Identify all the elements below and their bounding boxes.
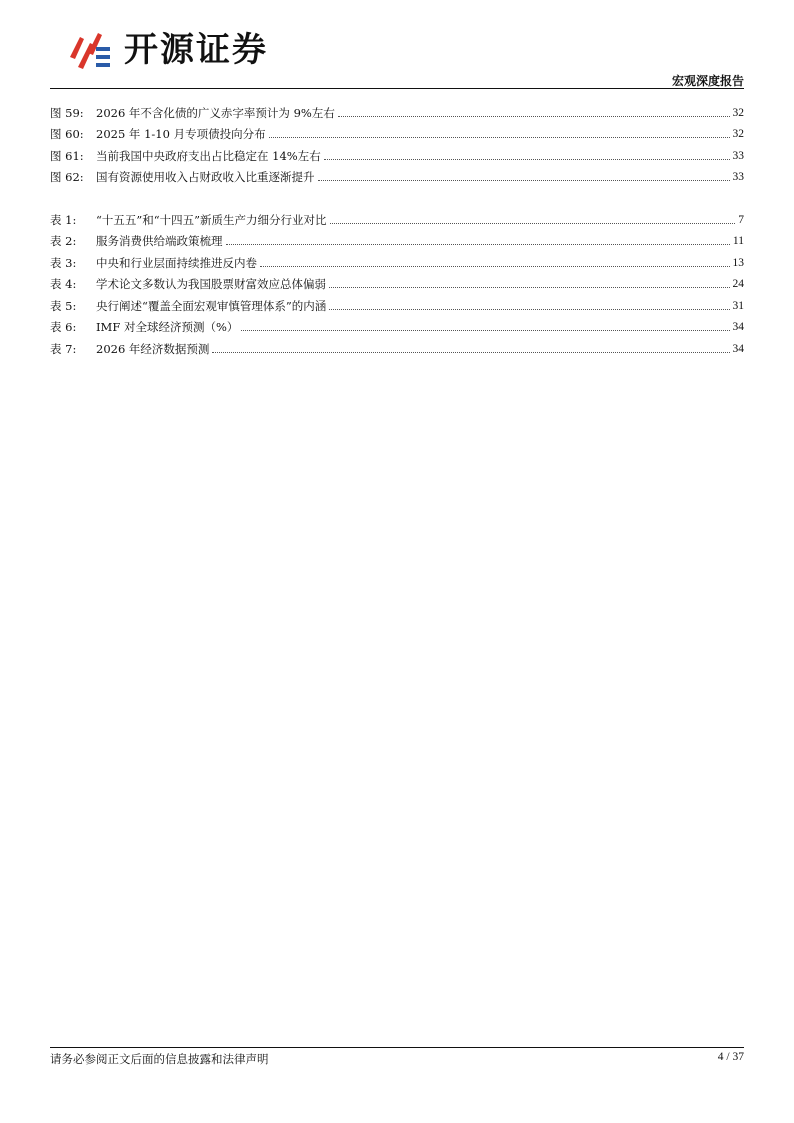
toc-entry-label: 表 1: [50,212,77,227]
toc-entry-title: 学术论文多数认为我国股票财富效应总体偏弱 [96,277,326,291]
toc-entry-label: 表 7: [50,341,77,356]
toc-leader-dots [324,159,730,160]
toc-entry-title: 2026 年不含化债的广义赤字率预计为 9%左右 [96,105,335,120]
toc-entry-figure-62[interactable] [50,164,744,186]
toc-entry-label: 表 3: [50,255,77,270]
toc-leader-dots [329,309,729,310]
toc-leader-dots [260,266,730,267]
toc-entry-label: 图 61: [50,148,84,163]
toc-entry-title: 2026 年经济数据预测 [96,341,210,356]
toc-entry-label: 图 62: [50,170,84,184]
toc-entry-label: 表 6: [50,320,77,334]
toc-entry-title: 国有资源使用收入占财政收入比重逐渐提升 [96,170,315,184]
toc-entry-title: 央行阐述“覆盖全面宏观审慎管理体系”的内涵 [96,298,327,313]
toc-leader-dots [212,352,729,353]
toc-entry-title: “十五五”和“十四五”新质生产力细分行业对比 [96,212,327,227]
toc-entry-table-5[interactable] [50,292,744,314]
footer-disclaimer: 请务必参阅正文后面的信息披露和法律声明 [50,1052,269,1066]
table-list [50,206,744,357]
logo-mark-icon [66,27,112,73]
toc-entry-figure-61[interactable] [50,142,744,164]
toc-entry-table-3[interactable] [50,249,744,271]
footer-page-number: 4 / 37 [717,1051,744,1063]
header-divider [50,88,744,89]
toc-entry-table-2[interactable] [50,228,744,250]
page-header [0,0,794,90]
toc-entry-label: 表 2: [50,234,77,248]
toc-leader-dots [329,287,730,288]
toc-entry-title: IMF 对全球经济预测（%） [96,320,239,334]
toc-entry-label: 图 60: [50,127,84,141]
toc-entry-title: 当前我国中央政府支出占比稳定在 14%左右 [96,148,321,163]
toc-entry-table-1[interactable] [50,206,744,228]
toc-entry-table-7[interactable] [50,335,744,357]
toc-entry-page: 31 [732,299,744,312]
toc-entry-table-6[interactable] [50,314,744,336]
toc-leader-dots [338,116,730,117]
toc-entry-label: 图 59: [50,105,84,120]
toc-leader-dots [241,330,729,331]
toc-entry-table-4[interactable] [50,271,744,293]
toc-entry-page: 32 [732,106,744,119]
toc-entry-page: 33 [732,171,744,183]
toc-entry-page: 33 [732,149,744,162]
report-type-label: 宏观深度报告 [671,74,744,88]
toc-entry-figure-59[interactable] [50,99,744,121]
toc-entry-page: 24 [732,278,744,290]
toc-leader-dots [226,244,730,245]
toc-entry-page: 13 [732,256,744,269]
toc-entry-page: 32 [732,128,744,140]
toc-entry-title: 服务消费供给端政策梳理 [96,234,223,248]
toc-leader-dots [269,137,730,138]
toc-entry-page: 11 [732,235,744,247]
company-logo [66,26,306,74]
toc-entry-title: 2025 年 1-10 月专项债投向分布 [96,127,266,141]
toc-entry-title: 中央和行业层面持续推进反内卷 [96,255,257,270]
logo-text: 开源证券 [124,30,268,70]
toc-leader-dots [318,180,730,181]
footer-divider [50,1047,744,1048]
toc-entry-label: 表 4: [50,277,77,291]
figure-list [50,99,744,185]
toc-entry-figure-60[interactable] [50,121,744,143]
toc-entry-page: 34 [732,321,744,333]
toc-entry-page: 34 [732,342,744,355]
toc-entry-page: 7 [738,213,744,226]
toc-leader-dots [330,223,736,224]
toc-entry-label: 表 5: [50,298,77,313]
